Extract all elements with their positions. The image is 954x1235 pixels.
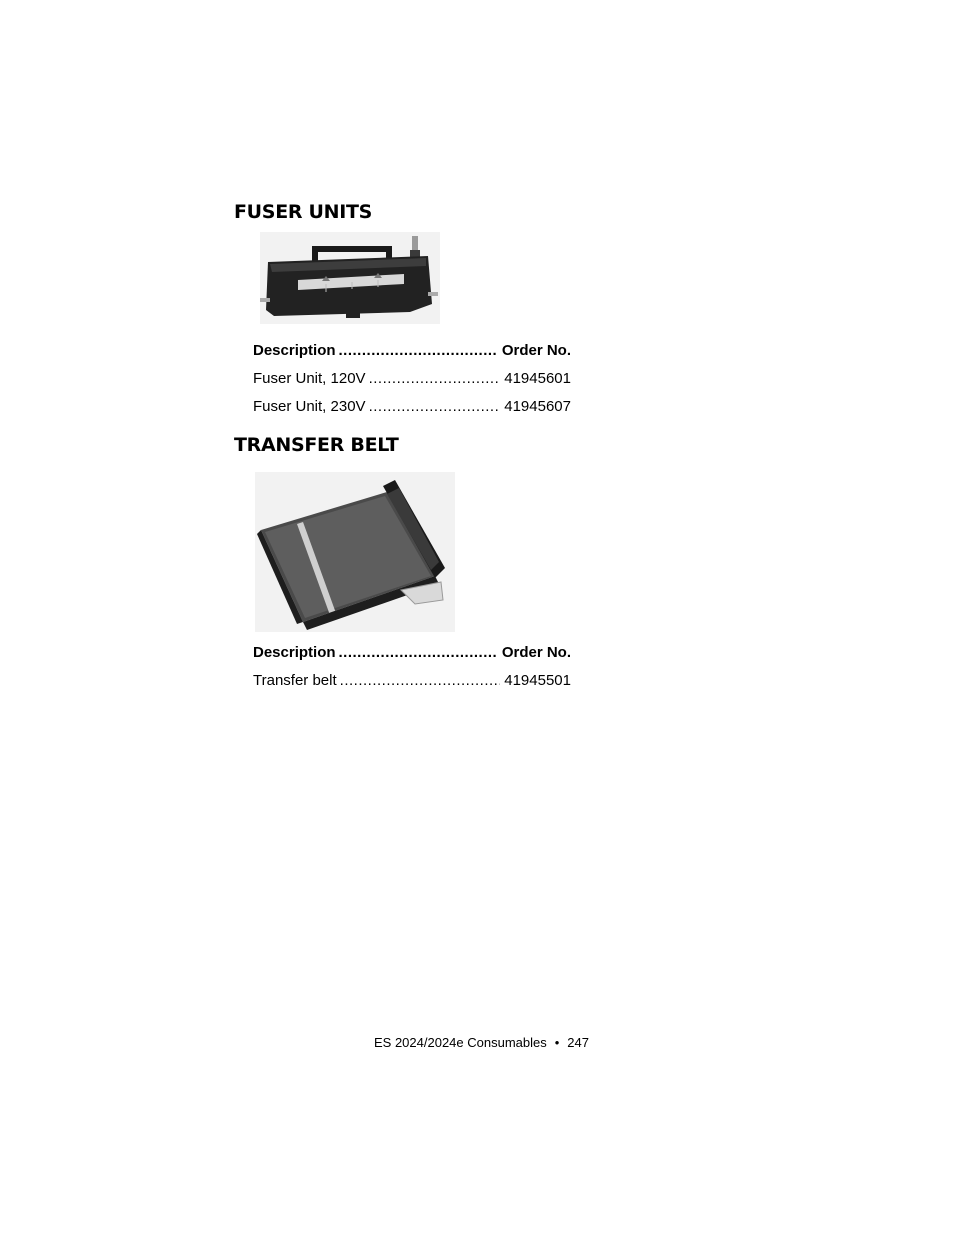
footer-title: ES 2024/2024e Consumables <box>374 1035 547 1050</box>
transfer-belt-table-header <box>253 644 571 661</box>
footer-bullet: • <box>554 1035 560 1050</box>
row-description: Fuser Unit, 120V <box>253 370 366 387</box>
transfer-belt-image <box>255 472 455 632</box>
page-footer <box>374 1035 589 1050</box>
description-header: Description <box>253 644 336 661</box>
row-order-number: 41945501 <box>504 672 571 689</box>
section-title-transfer-belt: TRANSFER BELT <box>234 434 399 456</box>
dot-leader <box>339 342 498 359</box>
row-order-number: 41945607 <box>504 398 571 415</box>
row-description: Fuser Unit, 230V <box>253 398 366 415</box>
table-row <box>253 398 571 415</box>
order-no-header: Order No. <box>501 644 571 661</box>
order-no-header: Order No. <box>501 342 571 359</box>
table-row <box>253 672 571 689</box>
row-description: Transfer belt <box>253 672 337 689</box>
page-number: 247 <box>567 1035 589 1050</box>
fuser-unit-image <box>260 232 440 324</box>
transfer-belt-illustration <box>255 472 455 632</box>
fuser-table-header <box>253 342 571 359</box>
row-order-number: 41945601 <box>504 370 571 387</box>
dot-leader <box>339 644 498 661</box>
dot-leader <box>340 672 501 689</box>
section-title-fuser-units: FUSER UNITS <box>234 201 373 223</box>
dot-leader <box>369 398 501 415</box>
fuser-unit-illustration <box>260 232 440 324</box>
dot-leader <box>369 370 501 387</box>
table-row <box>253 370 571 387</box>
description-header: Description <box>253 342 336 359</box>
